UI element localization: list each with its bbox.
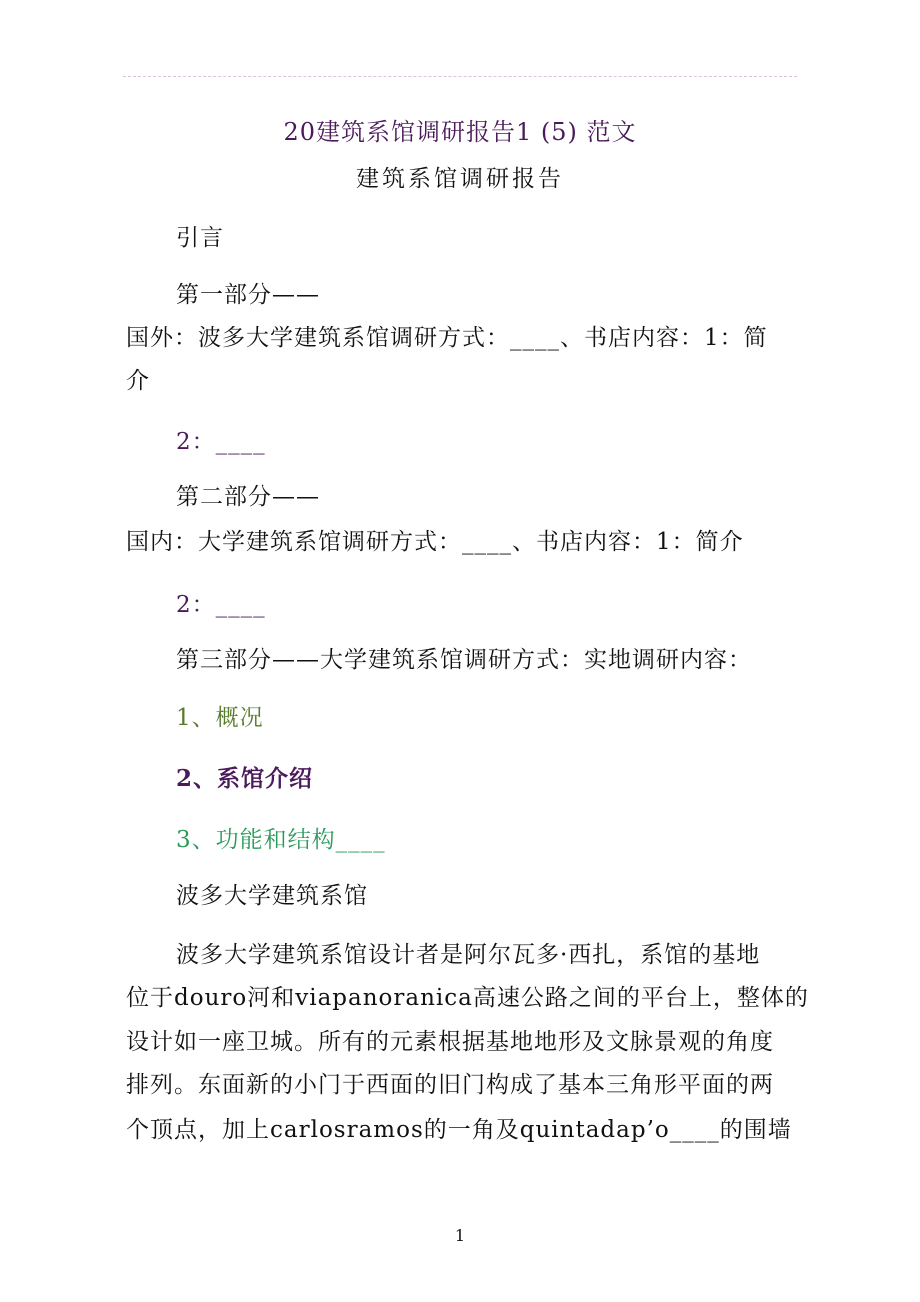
- paragraph-line: 国内：大学建筑系馆调研方式：____、书店内容：1：简介: [126, 529, 744, 555]
- list-item: 2、系馆介绍: [176, 765, 314, 792]
- paragraph-line: 排列。东面新的小门于西面的旧门构成了基本三角形平面的两: [126, 1072, 774, 1098]
- document-subtitle: 建筑系馆调研报告: [356, 166, 564, 192]
- header-divider: [123, 76, 797, 77]
- list-item: 3、功能和结构____: [176, 827, 386, 853]
- paragraph-line: 国外：波多大学建筑系馆调研方式：____、书店内容：1：简: [126, 325, 768, 351]
- section-heading: 波多大学建筑系馆: [176, 883, 368, 909]
- paragraph-line: 第二部分——: [176, 484, 320, 510]
- paragraph-line: 2：____: [176, 592, 266, 618]
- section-heading: 引言: [176, 225, 224, 251]
- page-number: 1: [454, 1226, 466, 1245]
- paragraph-line: 第一部分——: [176, 282, 320, 308]
- paragraph-line: 介: [126, 368, 150, 394]
- paragraph-line: 2：____: [176, 429, 266, 455]
- list-item: 1、概况: [176, 705, 264, 731]
- paragraph-line: 设计如一座卫城。所有的元素根据基地地形及文脉景观的角度: [126, 1029, 774, 1055]
- paragraph-line: 个顶点，加上carlosramos的一角及quintadap’o____的围墙: [126, 1117, 792, 1143]
- paragraph-line: 第三部分——大学建筑系馆调研方式：实地调研内容：: [176, 647, 752, 673]
- document-title: 20建筑系馆调研报告1 (5) 范文: [283, 118, 637, 146]
- paragraph-line: 波多大学建筑系馆设计者是阿尔瓦多·西扎，系馆的基地: [176, 942, 761, 968]
- paragraph-line: 位于douro河和viapanoranica高速公路之间的平台上，整体的: [126, 985, 809, 1011]
